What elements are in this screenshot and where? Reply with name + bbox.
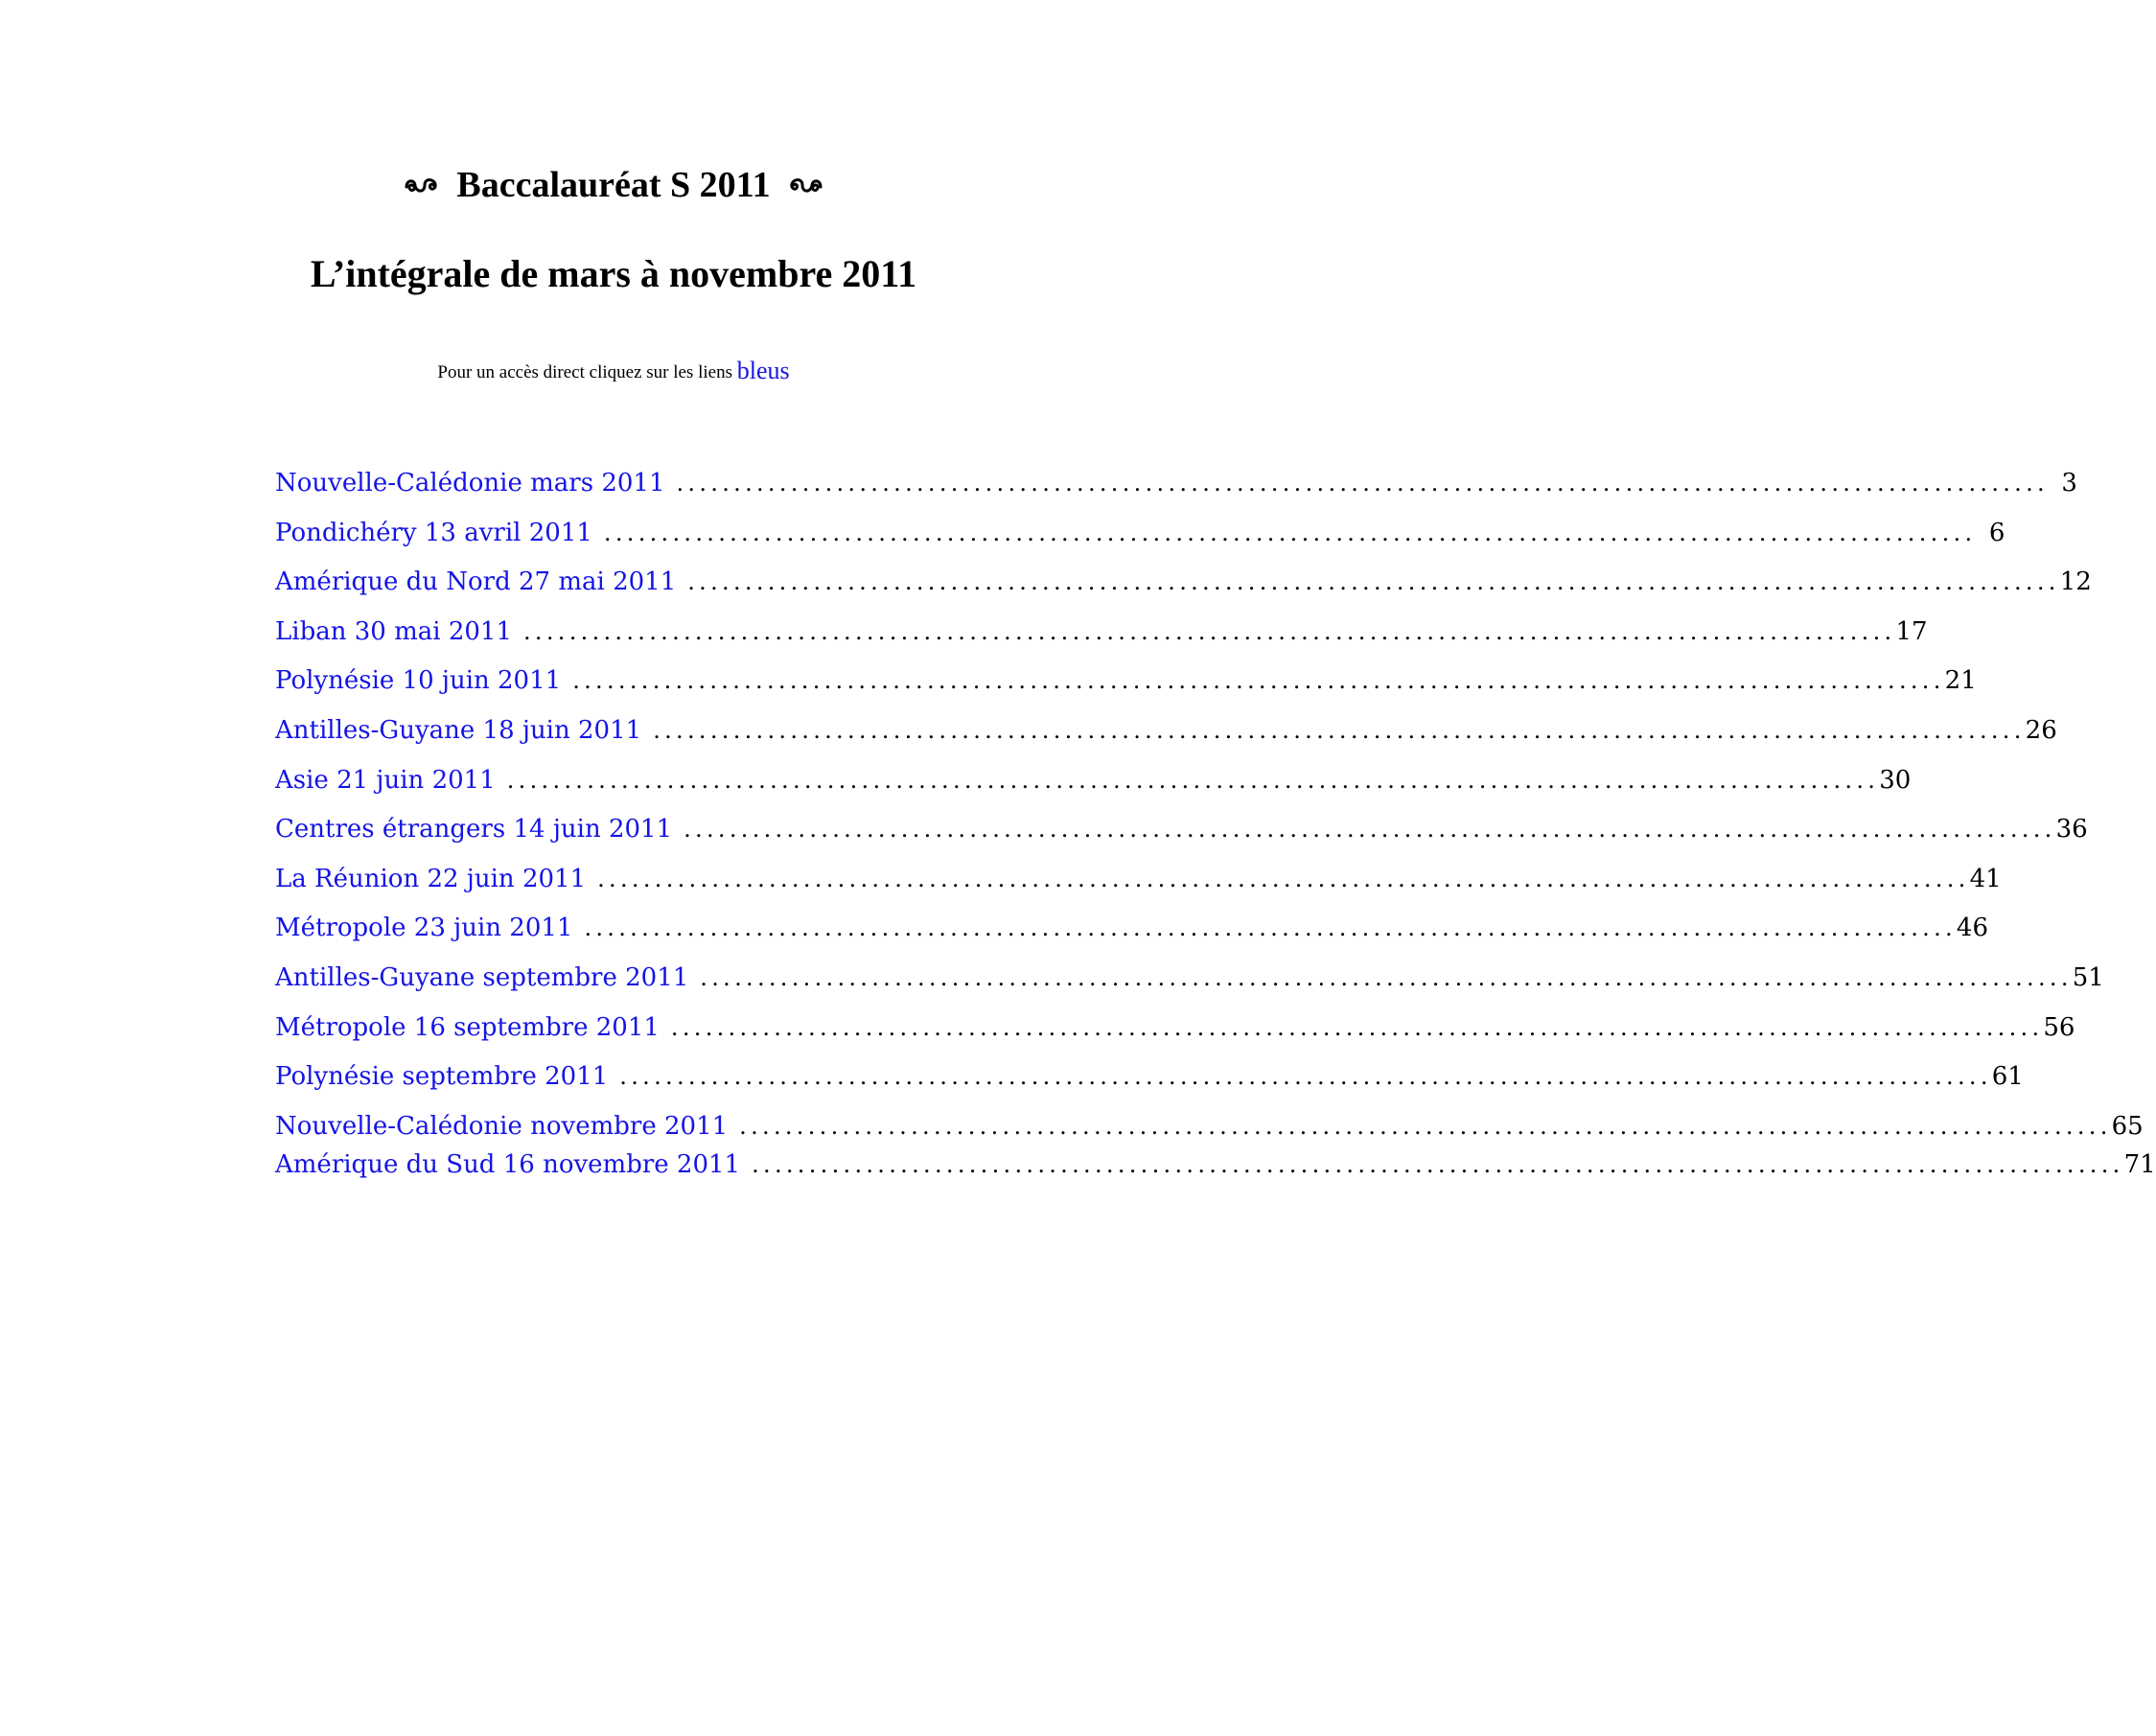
toc-page-number: 51 [2072,962,2104,992]
toc-page-number: 41 [1969,864,2002,893]
toc-dot-leader: ........................................................................................................................ [506,766,1880,794]
toc-page-number: 65 [2111,1111,2144,1141]
toc-page-number: 71 [2123,1149,2156,1179]
toc-dot-leader: ........................................................................................................................ [523,617,1896,645]
toc-entry[interactable] [275,1147,2156,1197]
toc-page-number: 17 [1895,616,1928,646]
toc-entry[interactable] [275,1010,2075,1060]
note-blue-word: bleus [736,357,790,384]
ornament-right-icon [787,175,823,195]
toc-entry[interactable] [275,565,2092,614]
toc-entry[interactable] [275,862,2002,912]
toc-page-number: 3 [2061,469,2077,498]
toc-entry[interactable] [275,663,1977,713]
toc-dot-leader: ........................................................................................................................ [572,667,1945,695]
toc-page-number: 26 [2025,715,2057,745]
toc-dot-leader: ........................................................................................................................ [676,470,2049,497]
toc-entry-link[interactable]: Antilles-Guyane septembre 2011 [275,962,689,992]
toc-dot-leader: ........................................................................................................................ [597,865,1970,892]
toc-dot-leader: ........................................................................................................................ [752,1150,2124,1178]
toc-entry-link[interactable]: Amérique du Sud 16 novembre 2011 [275,1149,741,1179]
toc-entry-link[interactable]: Asie 21 juin 2011 [275,765,496,795]
title-text: Baccalauréat S 2011 [456,165,771,205]
toc-entry-link[interactable]: Antilles-Guyane 18 juin 2011 [275,715,642,745]
toc-entry-link[interactable]: Liban 30 mai 2011 [275,616,512,646]
toc-entry-link[interactable]: Polynésie septembre 2011 [275,1062,609,1092]
toc-entry-link[interactable]: Métropole 23 juin 2011 [275,914,573,943]
note-text: Pour un accès direct cliquez sur les liens [437,362,732,382]
toc-entry[interactable] [275,763,1912,813]
toc-page-number: 56 [2043,1012,2075,1042]
instruction-note [0,357,1227,387]
toc-entry-link[interactable]: Pondichéry 13 avril 2011 [275,518,592,547]
toc-entry[interactable] [275,1109,2144,1147]
toc-entry[interactable] [275,466,2077,516]
toc-page-number: 21 [1944,666,1977,696]
toc-entry-link[interactable]: Centres étrangers 14 juin 2011 [275,815,673,845]
toc-dot-leader: ........................................................................................................................ [687,568,2060,596]
toc-dot-leader: ........................................................................................................................ [584,914,1957,942]
toc-dot-leader: ........................................................................................................................ [653,716,2026,744]
toc-entry-link[interactable]: Métropole 16 septembre 2011 [275,1012,660,1042]
toc-dot-leader: ........................................................................................................................ [603,519,1977,546]
toc-entry[interactable] [275,911,1989,961]
toc-entry[interactable] [275,812,2088,862]
document-subtitle: L’intégrale de mars à novembre 2011 [310,252,917,295]
toc-dot-leader: ........................................................................................................................ [684,816,2056,844]
toc-dot-leader: ........................................................................................................................ [700,963,2073,991]
toc-page-number: 61 [1991,1062,2024,1092]
toc-dot-leader: ........................................................................................................................ [739,1112,2112,1140]
toc-entry-link[interactable]: Polynésie 10 juin 2011 [275,666,562,696]
toc-page-number: 46 [1956,914,1989,943]
toc-page-number: 12 [2059,567,2092,597]
ornament-left-icon [404,175,440,195]
toc-page-number: 36 [2055,815,2088,845]
document-title [0,163,1227,207]
toc-entry-link[interactable]: Nouvelle-Calédonie mars 2011 [275,469,665,498]
toc-page-number: 30 [1879,765,1912,795]
table-of-contents [275,466,2156,1196]
toc-dot-leader: ........................................................................................................................ [619,1063,1992,1091]
toc-entry-link[interactable]: Amérique du Nord 27 mai 2011 [275,567,677,597]
toc-entry[interactable] [275,1059,2024,1109]
toc-entry[interactable] [275,961,2104,1010]
toc-entry-link[interactable]: La Réunion 22 juin 2011 [275,864,587,893]
toc-dot-leader: ........................................................................................................................ [670,1013,2044,1041]
toc-entry[interactable] [275,713,2057,763]
toc-entry[interactable] [275,516,2005,566]
toc-entry-link[interactable]: Nouvelle-Calédonie novembre 2011 [275,1111,729,1141]
toc-page-number: 6 [1988,518,2005,547]
toc-entry[interactable] [275,614,1928,664]
